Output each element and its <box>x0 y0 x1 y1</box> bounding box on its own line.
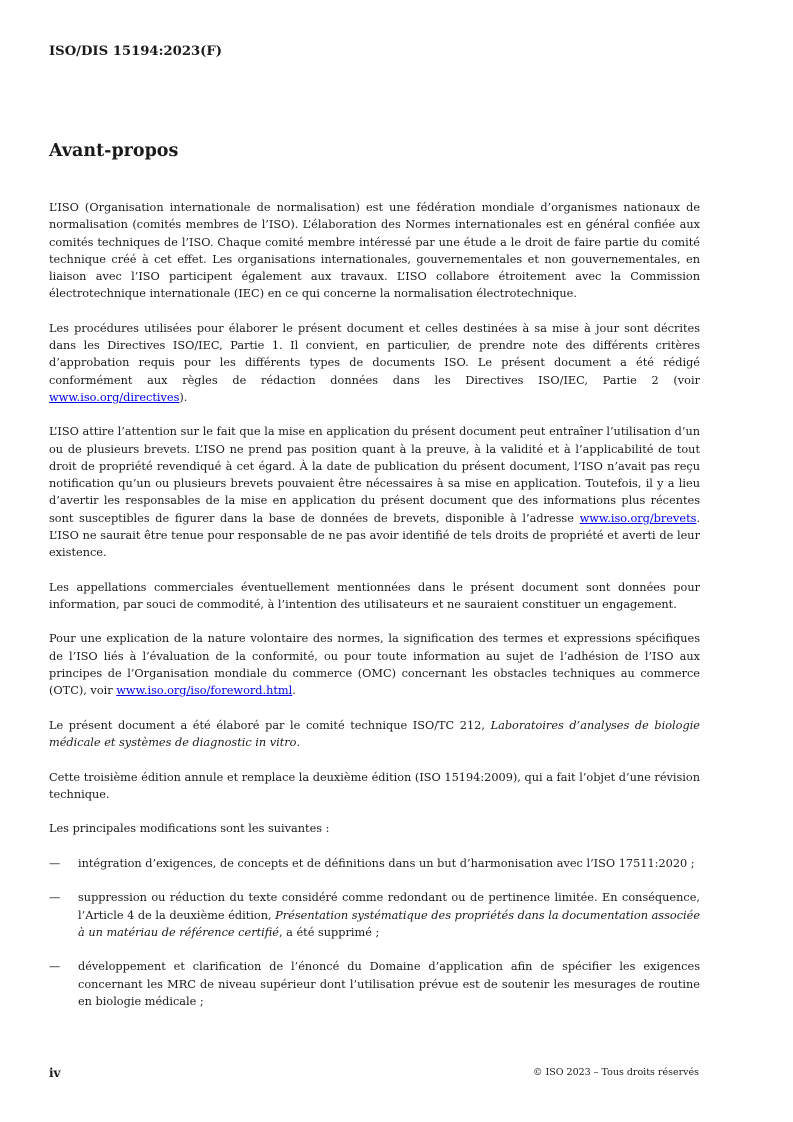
paragraph-iso-intro: L’ISO (Organisation internationale de normalisation) est une fédération mondiale d’organismes nationaux de normalisation (comités membres de l’ISO). L’élaboration des Normes internationales est en général confiée aux comités techniques de l’ISO. Chaque comité membre intéressé par une étude a le droit de faire partie du comité technique créé à cet effet. Les organisations internationales, gouvernementales et non gouvernementales, en liaison avec l’ISO participent également aux travaux. L’ISO collabore étroitement avec la Commission électrotechnique internationale (IEC) en ce qui concerne la normalisation électrotechnique. <box>49 201 700 301</box>
page-number: iv <box>49 1066 61 1080</box>
dash-bullet: — <box>49 856 61 870</box>
paragraph-patents <box>49 423 700 561</box>
list-item-text: , a été supprimé ; <box>278 925 380 939</box>
section-title: Avant-propos <box>49 141 179 161</box>
dash-bullet: — <box>49 891 61 905</box>
list-item-text: développement et clarification de l’énoncé du Domaine d’application afin de spécifier les exigences concernant les MRC de niveau supérieur dont l’utilisation prévue est de soutenir les mesurages de routine en biologie médicale ; <box>78 960 700 1008</box>
list-item <box>49 889 700 941</box>
paragraph-edition: Cette troisième édition annule et remplace la deuxième édition (ISO 15194:2009), qui a fait l’objet d’une révision technique. <box>49 770 700 801</box>
document-body <box>49 199 700 1028</box>
paragraph-procedures <box>49 320 700 406</box>
paragraph-trade-names: Les appellations commerciales éventuellement mentionnées dans le présent document sont données pour information, par souci de commodité, à l’intention des utilisateurs et ne sauraient constituer un engagement. <box>49 580 700 611</box>
paragraph-changes-intro: Les principales modifications sont les suivantes : <box>49 822 330 836</box>
text: Les procédures utilisées pour élaborer le présent document et celles destinées à sa mise à jour sont décrites dans les Directives ISO/IEC, Partie 1. Il convient, en particulier, de prendre note des différents critères d’approbation requis pour les différents types de documents ISO. Le présent document a été rédigé conformément aux règles de rédaction données dans les Directives ISO/IEC, Partie 2 (voir <box>49 321 700 387</box>
text: . <box>292 684 296 698</box>
text: . L’ISO ne saurait être tenue pour responsable de ne pas avoir identifié de tels droits de propriété et averti de leur existence. <box>49 511 700 560</box>
copyright-notice: © ISO 2023 – Tous droits réservés <box>532 1067 699 1078</box>
dash-bullet: — <box>49 960 61 974</box>
link-brevets[interactable]: www.iso.org/brevets <box>579 511 697 525</box>
text: Le présent document a été élaboré par le comité technique ISO/TC 212, <box>49 718 491 732</box>
list-item-text: suppression ou réduction du texte considéré comme redondant ou de pertinence limitée. En conséquence, l’Article 4 de la deuxième édition, <box>78 891 700 922</box>
list-item <box>49 855 700 872</box>
text: ). <box>179 390 188 404</box>
text: . <box>296 735 301 749</box>
committee-name: Laboratoires d’analyses de biologie médicale et systèmes de diagnostic in vitro <box>49 718 700 749</box>
paragraph-voluntary-nature <box>49 630 700 699</box>
article-title: Présentation systématique des propriétés dans la documentation associée à un matériau de référence certifié <box>78 908 701 939</box>
paragraph-committee <box>49 717 700 752</box>
text: L’ISO attire l’attention sur le fait que la mise en application du présent document peut entraîner l’utilisation d’un ou de plusieurs brevets. L’ISO ne prend pas position quant à la preuve, à la validité et à l’applicabilité de tout droit de propriété revendiqué à cet égard. À la date de publication du présent document, l’ISO n’avait pas reçu notification qu’un ou plusieurs brevets pouvaient être nécessaires à sa mise en application. Toutefois, il y a lieu d’avertir les responsables de la mise en application du présent document que des informations plus récentes sont susceptibles de figurer dans la base de données de brevets, disponible à l’adresse <box>49 425 700 525</box>
list-item <box>49 958 700 1010</box>
link-foreword[interactable]: www.iso.org/iso/foreword.html <box>116 684 293 698</box>
link-directives[interactable]: www.iso.org/directives <box>49 390 180 404</box>
document-id-header: ISO/DIS 15194:2023(F) <box>49 44 223 59</box>
text: Pour une explication de la nature volontaire des normes, la signification des termes et expressions spécifiques de l’ISO liés à l’évaluation de la conformité, ou pour toute information au sujet de l’adhésion de l’ISO aux principes de l’Organisation mondiale du commerce (OMC) concernant les obstacles techniques au commerce (OTC), voir <box>49 632 700 698</box>
list-item-text: intégration d’exigences, de concepts et de définitions dans un but d’harmonisation avec l’ISO 17511:2020 ; <box>78 856 695 870</box>
